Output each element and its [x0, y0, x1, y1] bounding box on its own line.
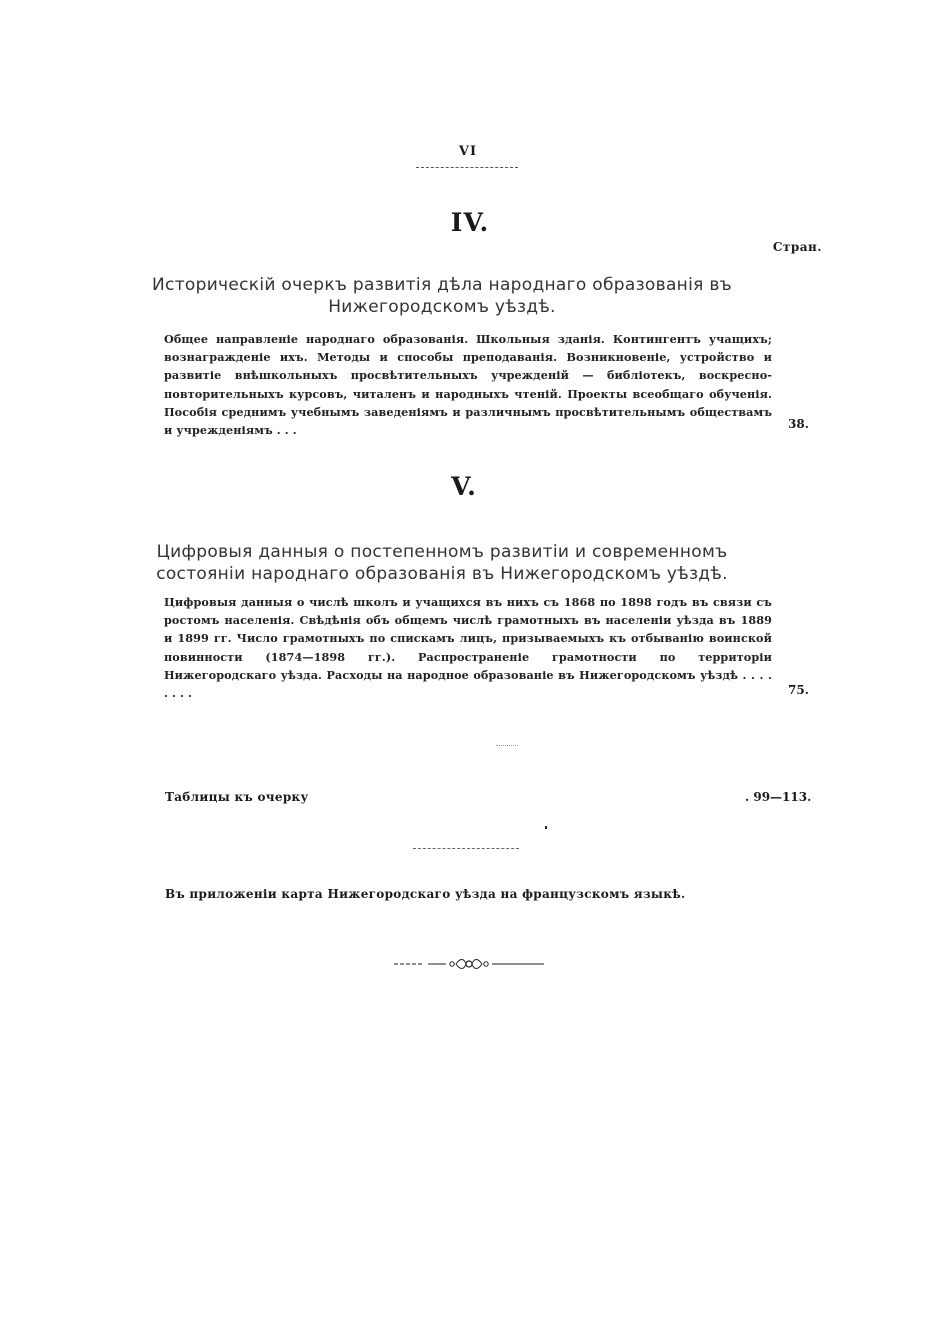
section-page-iv: 38. [788, 417, 809, 431]
section-summary-iv: Общее направленіе народнаго образованія. Школьныя зданія. Контингентъ учащихъ; вознагражденіе ихъ. Методы и способы преподаванія. Возникновеніе, устройство и развитіе внѣшкольныхъ просвѣтительныхъ учрежденій — библіотекъ, воскресно-повторительныхъ курсовъ, читаленъ и народныхъ чтеній. Проекты всеобщаго обученія. Пособія среднимъ учебнымъ заведеніямъ и различнымъ просвѣтительнымъ обществамъ и учрежденіямъ . . . [164, 332, 772, 438]
ornament-rule [394, 954, 544, 974]
section-numeral-iv: IV. [450, 208, 490, 237]
page-column-label: Стран. [772, 240, 822, 254]
section-title-v: Цифровыя данныя о постепенномъ развитіи и современномъ состояніи народнаго образованія въ Нижегородскомъ уѣздѣ. [156, 542, 728, 584]
separator-mark [496, 745, 518, 746]
tables-label: Таблицы къ очерку [165, 790, 309, 804]
section-title-iv: Историческій очеркъ развитія дѣла народнаго образованія въ Нижегородскомъ уѣздѣ. [152, 275, 732, 317]
section-rule [413, 848, 519, 849]
ink-dot [545, 826, 547, 829]
appendix-note: Въ приложеніи карта Нижегородскаго уѣзда на французскомъ языкѣ. [165, 887, 686, 901]
section-page-v: 75. [788, 683, 809, 697]
page-number: VI [458, 144, 478, 159]
tables-page-range: . 99—113. [745, 790, 812, 804]
section-numeral-v: V. [451, 472, 477, 501]
section-summary-v: Цифровыя данныя о числѣ школъ и учащихся въ нихъ съ 1868 по 1898 годъ въ связи съ ростомъ населенія. Свѣдѣнія объ общемъ числѣ грамотныхъ въ населеніи уѣзда въ 1889 и 1899 гг. Число грамотныхъ по спискамъ лицъ, призываемыхъ къ отбыванію воинской повинности (1874—1898 гг.). Распространеніе грамотности по территоріи Нижегородскаго уѣзда. Расходы на народное образованіе въ Нижегородскомъ уѣздѣ . . . . . . . . [164, 595, 772, 701]
header-rule [416, 167, 518, 168]
